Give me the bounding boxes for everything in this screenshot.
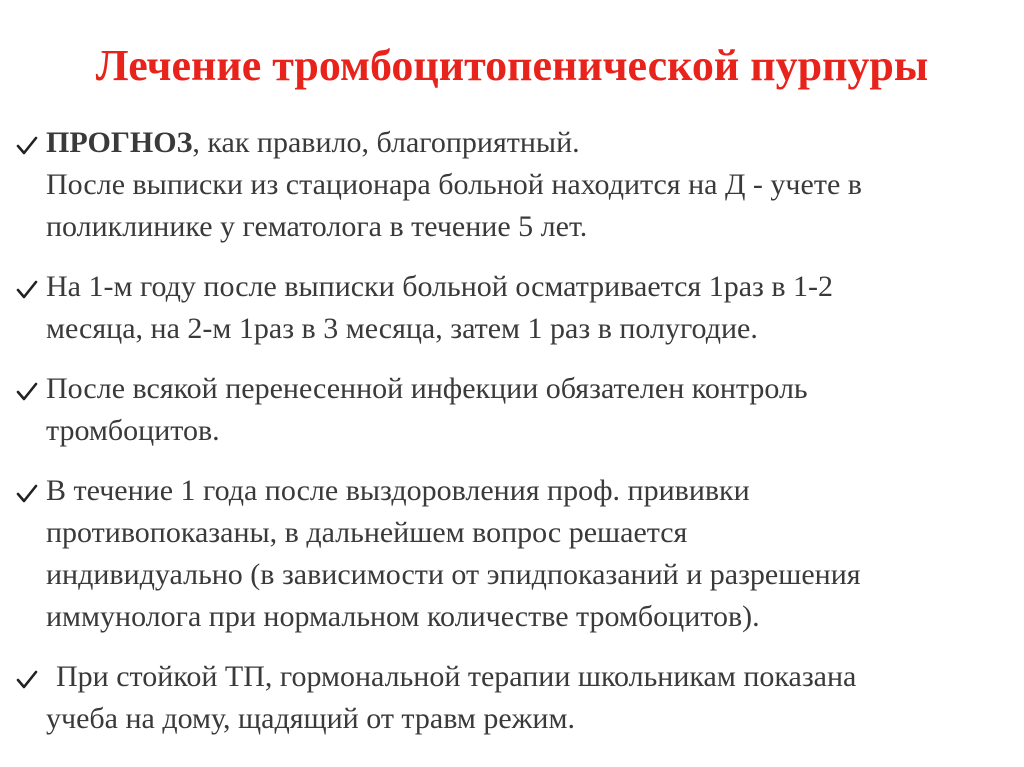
bullet-line: месяца, на 2-м 1раз в 3 месяца, затем 1 раз в полугодие. <box>46 312 758 345</box>
bullet-line: учеба на дому, щадящий от травм режим. <box>46 702 575 735</box>
bullet-line: противопоказаны, в дальнейшем вопрос решается <box>46 516 688 549</box>
bullet-line: После всякой перенесенной инфекции обязателен контроль <box>46 372 808 405</box>
bullet-line: При стойкой ТП, гормональной терапии школьникам показана <box>56 660 857 693</box>
checkmark-icon <box>16 670 38 690</box>
bullet-line: иммунолога при нормальном количестве тромбоцитов). <box>46 600 760 633</box>
bullet-line: поликлинике у гематолога в течение 5 лет. <box>46 210 588 243</box>
bullet-item-vaccination <box>16 470 1006 638</box>
checkmark-icon <box>16 136 38 156</box>
prognosis-label: ПРОГНОЗ <box>46 126 193 159</box>
slide-title: Лечение тромбоцитопенической пурпуры <box>95 41 929 90</box>
bullet-item-home-schooling <box>16 656 1006 740</box>
bullet-list <box>16 122 1006 758</box>
checkmark-icon <box>16 484 38 504</box>
bullet-line: После выписки из стационара больной находится на Д - учете в <box>46 168 862 201</box>
bullet-line: На 1-м году после выписки больной осматривается 1раз в 1-2 <box>46 270 834 303</box>
bullet-item-infection-control <box>16 368 1006 452</box>
bullet-line: тромбоцитов. <box>46 414 220 447</box>
prognosis-text: , как правило, благоприятный. <box>192 126 580 159</box>
bullet-item-prognosis <box>16 122 1006 248</box>
checkmark-icon <box>16 280 38 300</box>
checkmark-icon <box>16 382 38 402</box>
bullet-item-followup <box>16 266 1006 350</box>
bullet-line: индивидуально (в зависимости от эпидпоказаний и разрешения <box>46 558 861 591</box>
bullet-line: В течение 1 года после выздоровления проф. прививки <box>46 474 750 507</box>
bullet-line <box>46 122 1006 164</box>
